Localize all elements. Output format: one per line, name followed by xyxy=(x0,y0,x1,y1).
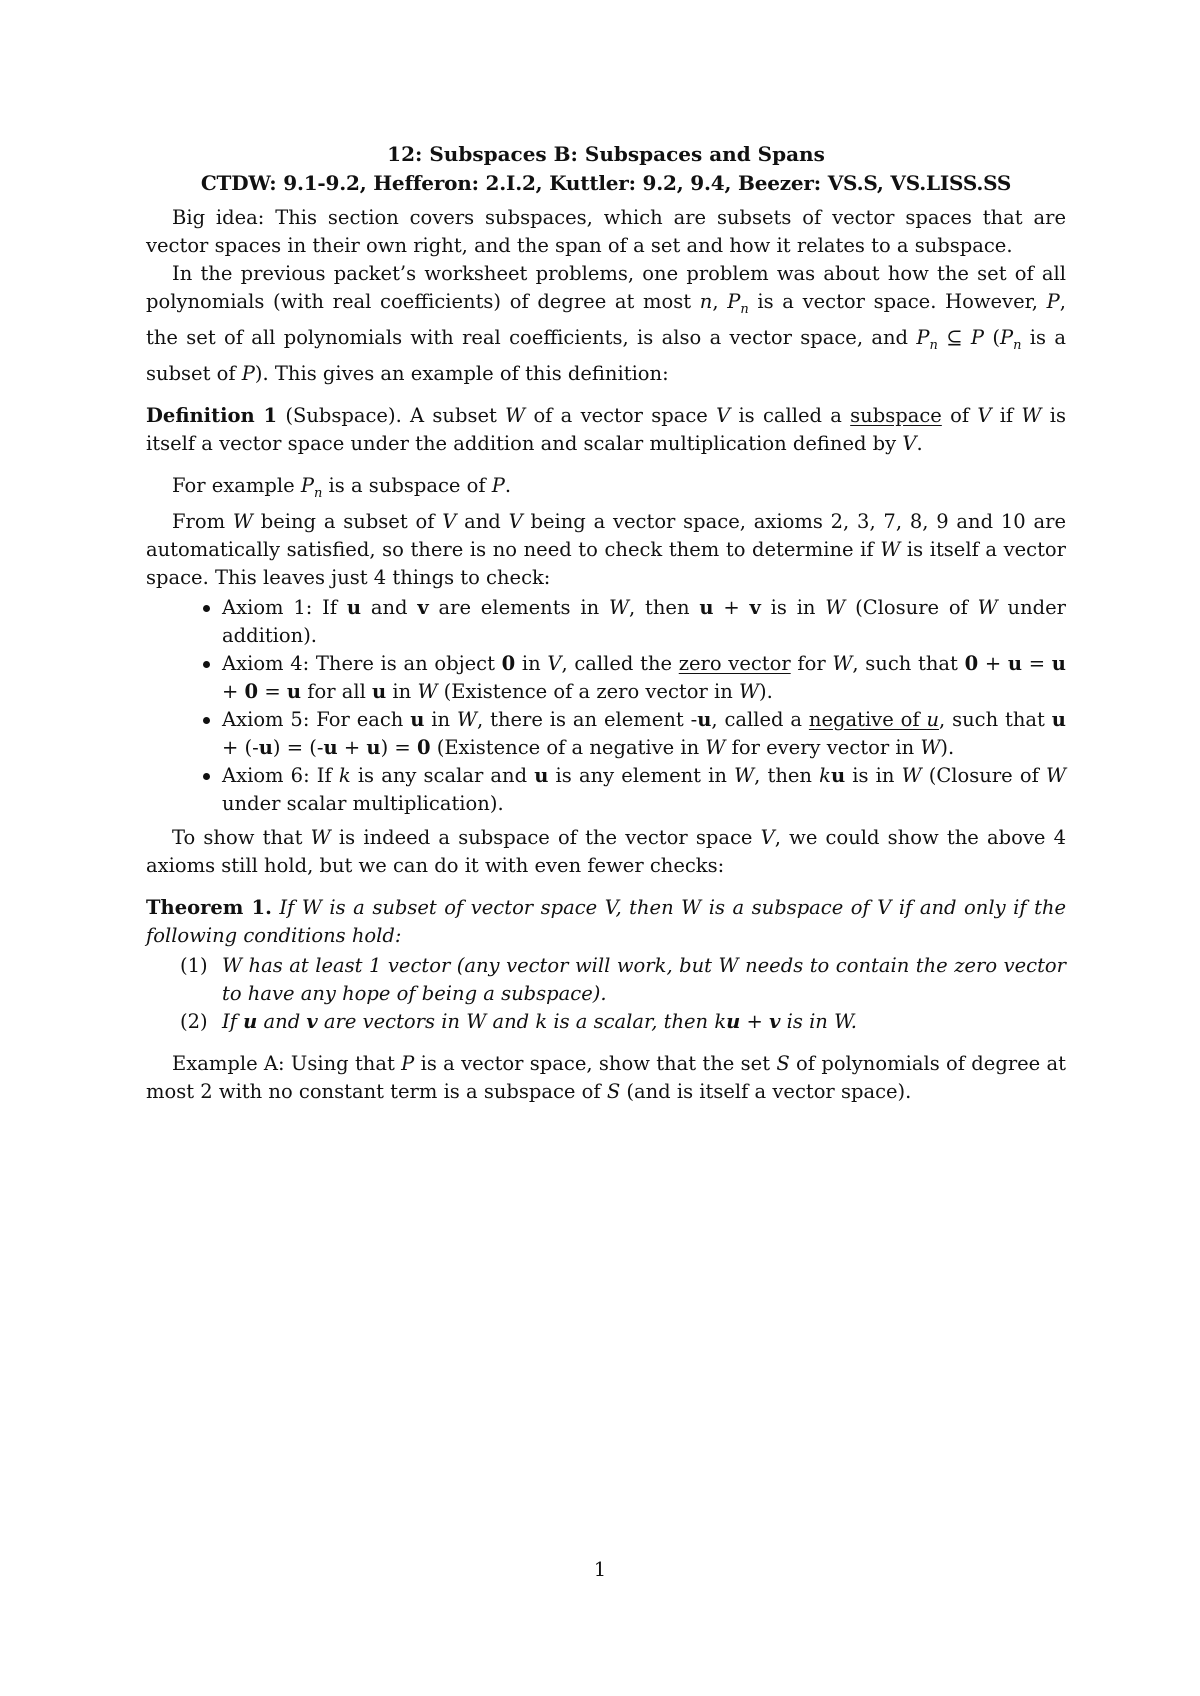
example-pn-paragraph: For example $P_n$ is a subspace of P. xyxy=(172,473,512,501)
axiom-list xyxy=(146,594,1066,818)
axioms-intro-paragraph: From W being a subset of V and V being a vector space, axioms 2, 3, 7, 8, 9 and 10 are automatically satisfied, so there is no need to check them to determine if W is itself a vector space. This leaves just 4 things to check: xyxy=(146,509,1066,589)
big-idea-paragraph: Big idea: This section covers subspaces, which are subsets of vector spaces that are vector spaces in their own right, and the span of a set and how it relates to a subspace. xyxy=(146,206,1066,257)
axiom-4-item: Axiom 4: There is an object 0 in V, called the zero vector for W, such that 0 + u = u + 0 = u for all u in W (Existence of a zero vector in W). xyxy=(222,650,1066,706)
document-page xyxy=(146,140,1066,1106)
section-title: 12: Subspaces B: Subspaces and Spans xyxy=(387,142,825,166)
condition-1: (1) W has at least 1 vector (any vector will work, but W needs to contain the zero vector to have any hope of being a subspace). xyxy=(180,953,1066,1005)
previous-packet-paragraph: In the previous packet’s worksheet problems, one problem was about how the set of all polynomials (with real coefficients) of degree at most n, $P_n$ is a vector space. However, P, the set of all polynomials with real coefficients, is also a vector space, and $P_n$ ⊆ P ($P_n$ is a subset of P). This gives an example of this definition: xyxy=(146,262,1066,385)
fewer-checks-paragraph: To show that W is indeed a subspace of the vector space V, we could show the above 4 axioms still hold, but we can do it with even fewer checks: xyxy=(146,825,1067,877)
zero-vector-term: zero vector xyxy=(678,651,791,675)
section-references: CTDW: 9.1-9.2, Hefferon: 2.I.2, Kuttler: 9.2, 9.4, Beezer: VS.S, VS.LISS.SS xyxy=(200,171,1012,195)
axiom-5-item: Axiom 5: For each u in W, there is an element -u, called a negative of u, such that u + (-u) = (-u + u) = 0 (Existence of a negative in W for every vector in W). xyxy=(222,706,1066,762)
example-a-paragraph: Example A: Using that P is a vector space, show that the set S of polynomials of degree at most 2 with no constant term is a subspace of S (and is itself a vector space). xyxy=(146,1051,1067,1103)
theorem-1: Theorem 1. If W is a subset of vector space V, then W is a subspace of V if and only if the following conditions hold: xyxy=(146,895,1067,947)
negative-term: negative of u xyxy=(808,707,940,731)
axiom-1-item: Axiom 1: If u and v are elements in W, then u + v is in W (Closure of W under addition). xyxy=(222,594,1066,650)
page-number: 1 xyxy=(593,1558,607,1581)
condition-2: (2) If u and v are vectors in W and k is a scalar, then ku + v is in W. xyxy=(180,1009,857,1033)
theorem-conditions xyxy=(146,952,1066,1036)
subspace-term: subspace xyxy=(850,403,942,427)
definition-subspace: Definition 1 (Subspace). A subset W of a vector space V is called a subspace of V if W is itself a vector space under the addition and scalar multiplication defined by V. xyxy=(146,403,1066,455)
axiom-6-item: Axiom 6: If k is any scalar and u is any element in W, then ku is in W (Closure of W under scalar multiplication). xyxy=(222,762,1066,818)
